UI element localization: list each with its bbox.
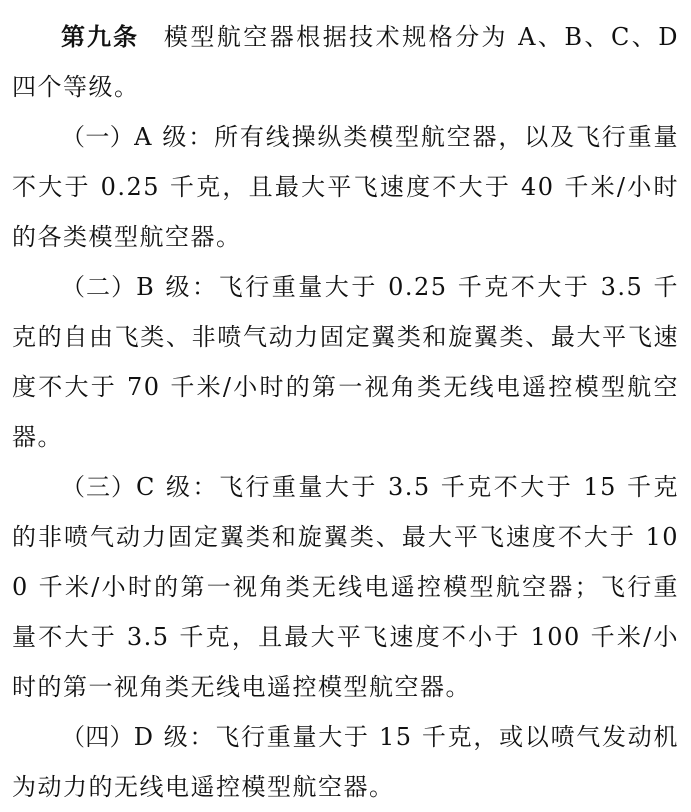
clause-text-3: C 级：飞行重量大于 3.5 千克不大于 15 千克的非喷气动力固定翼类和旋翼类、最大平飞速度不大于 100 千米/小时的第一视角类无线电遥控模型航空器；飞行重量不大于 3.5 千克，且最大平飞速度不小于 100 千米/小时的第一视角类无线电遥控模型航空器。	[12, 473, 680, 701]
clause-paragraph-1	[12, 112, 679, 262]
clause-text-1: A 级：所有线操纵类模型航空器，以及飞行重量不大于 0.25 千克，且最大平飞速度不大于 40 千米/小时的各类模型航空器。	[12, 123, 680, 251]
article-text: 模型航空器根据技术规格分为 A、B、C、D 四个等级。	[12, 23, 680, 101]
clause-text-4: D 级：飞行重量大于 15 千克，或以喷气发动机为动力的无线电遥控模型航空器。	[12, 723, 680, 801]
clause-tag-1: （一）	[61, 123, 135, 151]
article-number: 第九条	[61, 23, 139, 51]
clause-paragraph-4	[12, 712, 679, 812]
clause-tag-3: （三）	[61, 473, 136, 501]
clause-paragraph-3	[12, 462, 679, 712]
article-paragraph	[12, 12, 679, 112]
clause-text-2: B 级：飞行重量大于 0.25 千克不大于 3.5 千克的自由飞类、非喷气动力固定翼类和旋翼类、最大平飞速度不大于 70 千米/小时的第一视角类无线电遥控模型航空器。	[12, 273, 680, 451]
clause-tag-4: （四）	[61, 723, 134, 751]
clause-paragraph-2	[12, 262, 679, 462]
clause-tag-2: （二）	[61, 273, 137, 301]
